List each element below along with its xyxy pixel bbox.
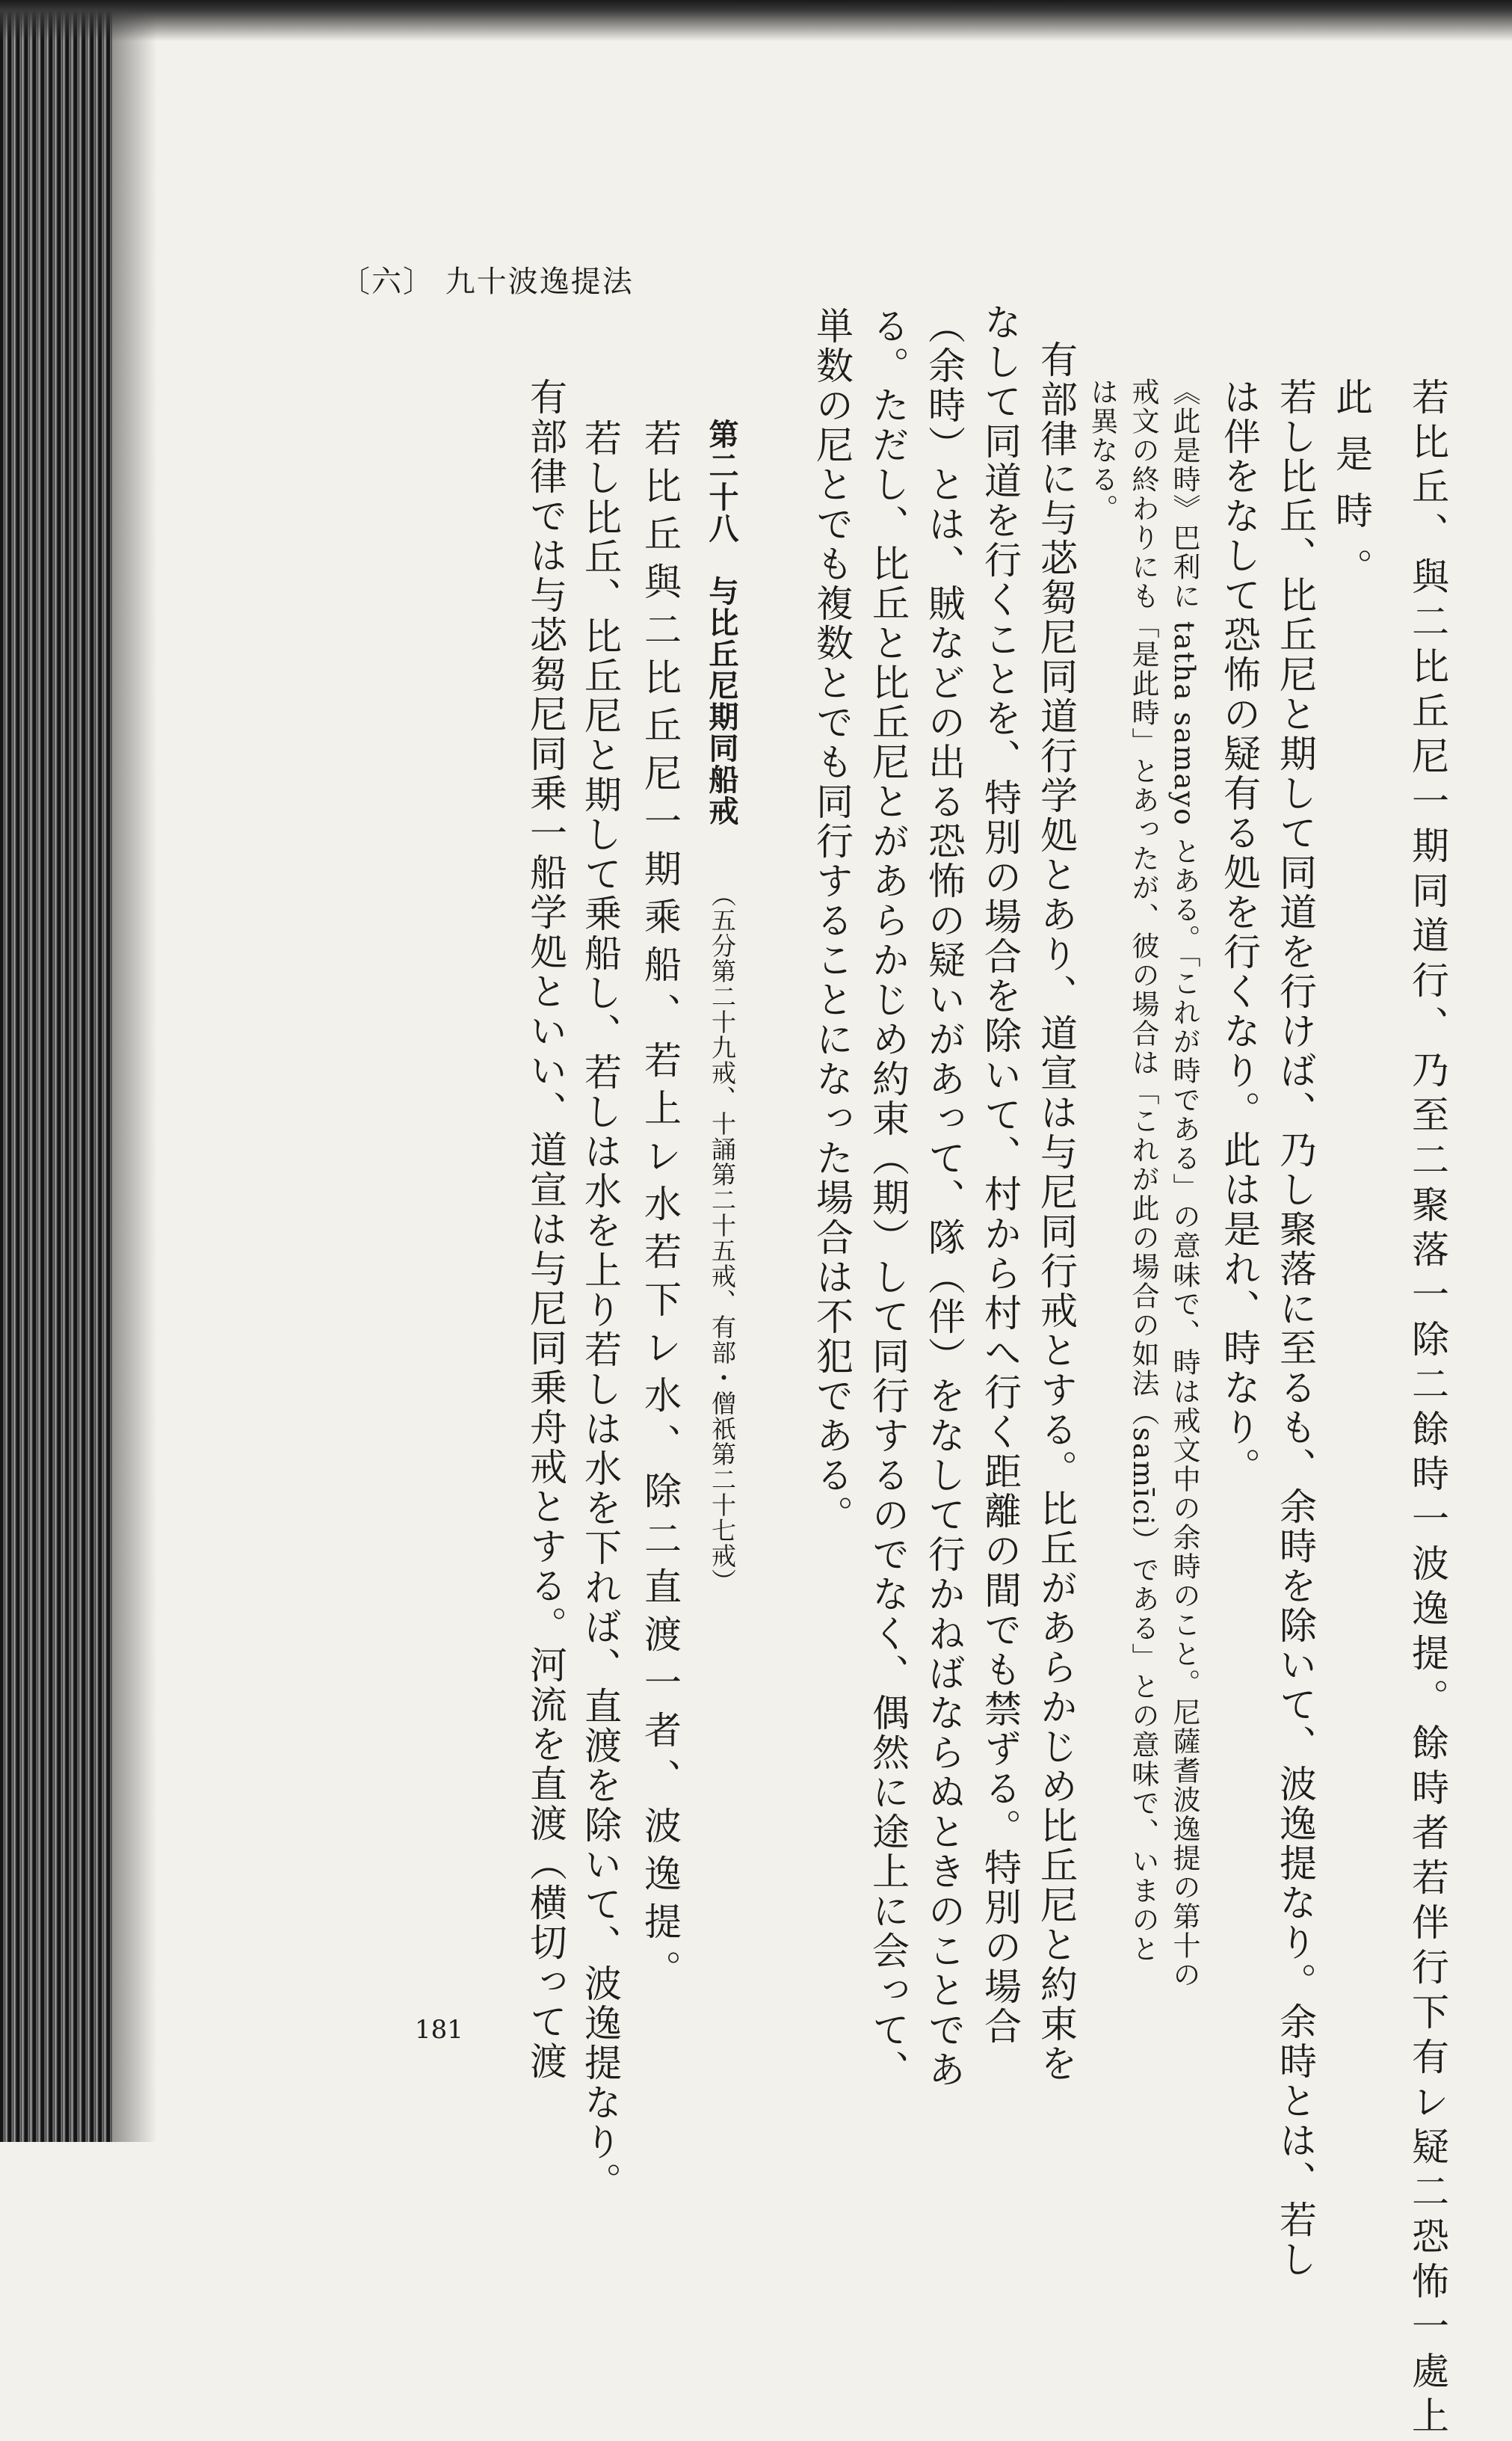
running-head: 〔六〕 九十波逸提法 <box>340 265 634 299</box>
page-number: 181 <box>415 2015 463 2045</box>
text-line: なして同道を行くことを、特別の場合を除いて、村から村へ行く距離の間でも禁ずる。特別の場合 <box>978 303 1022 2046</box>
text-line: 若し比丘、比丘尼と期して乗船し、若しは水を上り若しは水を下れば、直渡を除いて、波逸提なり。 <box>578 419 622 2202</box>
text-line: 此是時。 <box>1330 378 1373 605</box>
note-line: 戒文の終わりにも「是此時」とあったが、彼の場合は「これが此の場合の如法（samīci）である」との意味で、いまのと <box>1127 378 1159 1964</box>
text-line: 若比丘、與二比丘尼一期同道行、乃至二聚落一除二餘時一波逸提。餘時者若伴行下有レ疑二恐怖一處上 <box>1406 378 1449 2441</box>
text-line: （余時）とは、賊などの出る恐怖の疑いがあって、隊（伴）をなして行かねばならぬときのことであ <box>922 307 966 2090</box>
section-heading: 第二十八 与比丘尼期同船戒 <box>704 419 739 827</box>
note-line: 《此是時》巴利に tatha samayo とある。「これが時である」の意味で、時は戒文中の余時のこと。尼薩耆波逸提の第十の <box>1168 378 1200 1989</box>
text-line: 若し比丘、比丘尼と期して同道を行けば、乃し聚落に至るも、余時を除いて、波逸提なり。余時とは、若し <box>1274 378 1317 2280</box>
text-line: 有部律では与苾芻尼同乗一船学処といい、道宣は与尼同乗舟戒とする。河流を直渡（横切って渡 <box>524 378 567 2081</box>
text-line: 単数の尼とでも複数とでも同行することになった場合は不犯である。 <box>810 307 854 1535</box>
note-line: は異なる。 <box>1086 378 1118 523</box>
text-line: 若比丘與二比丘尼一期乘船、若上レ水若下レ水、除二直渡一者、波逸提。 <box>638 419 682 1998</box>
text-line: 有部律に与苾芻尼同道行学処とあり、道宣は与尼同行戒とする。比丘があらかじめ比丘尼と約束を <box>1034 340 1078 2084</box>
section-heading-sources: （五分第二十九戒、十誦第二十五戒、有部・僧祇第二十七戒） <box>708 882 737 1594</box>
text-line: は伴をなして恐怖の疑有る処を行くなり。此は是れ、時なり。 <box>1218 378 1261 1487</box>
text-line: る。ただし、比丘と比丘尼とがあらかじめ約束（期）して同行するのでなく、偶然に途上に会って、 <box>866 307 910 2090</box>
